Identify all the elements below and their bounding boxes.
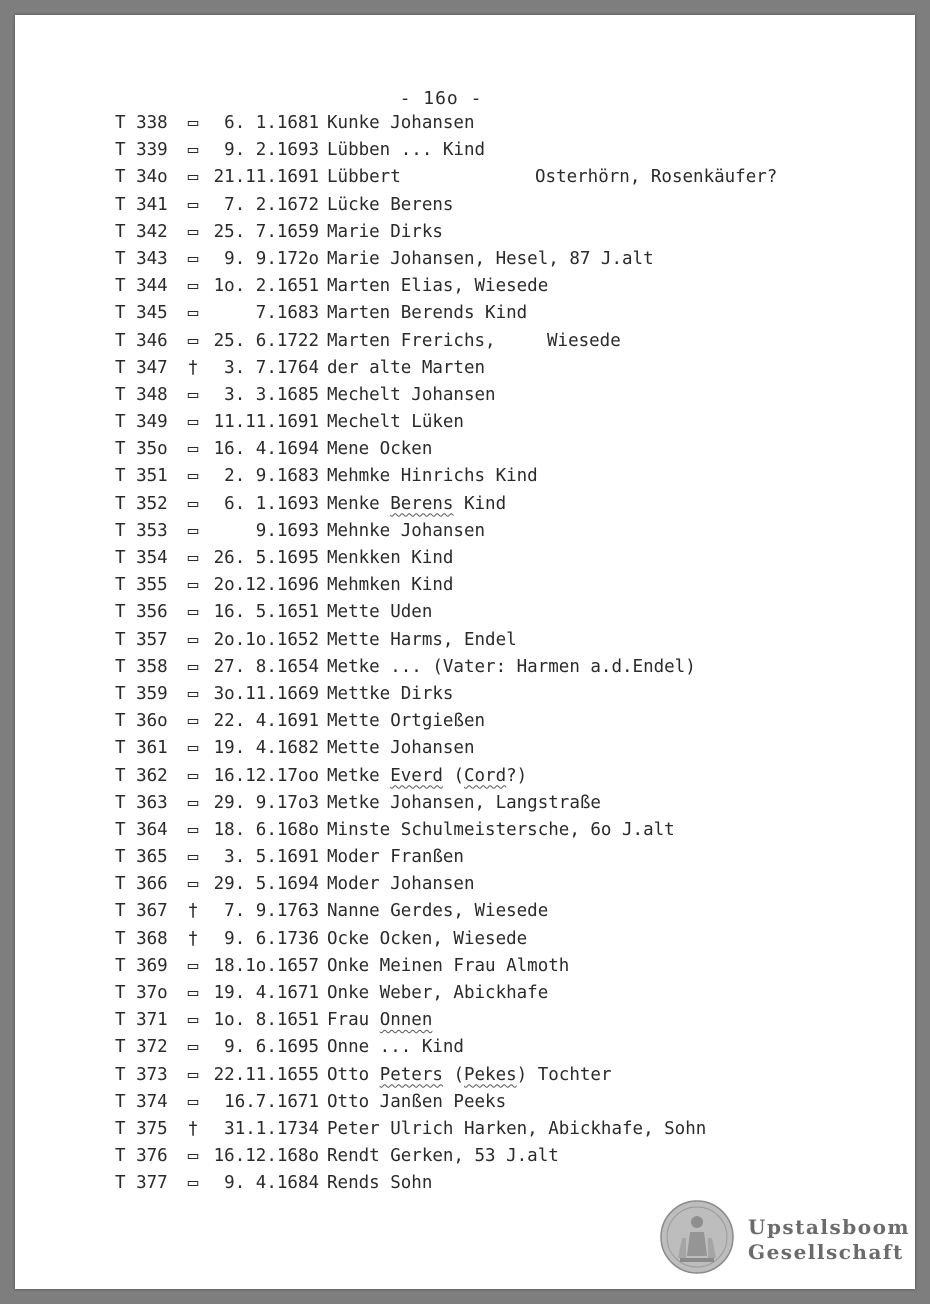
entry-id: T 359 <box>115 683 168 704</box>
entry-date: 11.11.1691 <box>213 412 319 433</box>
entry-date: 6. 1.1693 <box>224 493 319 514</box>
entry-name: Mehmke Hinrichs Kind <box>327 466 538 487</box>
entry-id: T 338 <box>115 113 168 133</box>
entry-date: 9.1693 <box>255 520 319 541</box>
entry-date: 26. 5.1695 <box>213 548 319 568</box>
entry-symbol: ▭ <box>187 248 199 269</box>
entry-symbol: ▭ <box>187 412 199 433</box>
entry-date: 9. 9.172o <box>224 248 319 269</box>
entry-id: T 374 <box>115 1091 168 1112</box>
entry-date: 9. 6.1736 <box>224 928 319 949</box>
entry-id: T 356 <box>115 602 168 623</box>
entry-symbol: ▭ <box>187 303 199 324</box>
entry-name: Lübben ... Kind <box>327 140 486 161</box>
entry-id: T 354 <box>115 548 168 568</box>
entry-name: Rends Sohn <box>327 1173 433 1194</box>
entry-symbol: ▭ <box>187 140 199 161</box>
underlined-name-part: Everd <box>390 765 443 786</box>
entry-id: T 347 <box>115 357 168 378</box>
entry-name: Marie Johansen, Hesel, 87 J.alt <box>327 248 654 269</box>
entry-symbol: ▭ <box>187 1037 199 1058</box>
entry-name: Mene Ocken <box>327 439 433 460</box>
entry-name: Nanne Gerdes, Wiesede <box>327 901 549 922</box>
entry-date: 22.11.1655 <box>213 1064 319 1085</box>
entry-id: T 373 <box>115 1064 168 1085</box>
entry-name: Marten Frerichs, <box>327 330 496 351</box>
entry-id: T 365 <box>115 847 168 868</box>
entry-date: 1o. 2.1651 <box>213 276 319 297</box>
entry-id: T 364 <box>115 819 168 840</box>
entry-id: T 34o <box>115 167 168 188</box>
name-part: ( <box>442 765 464 786</box>
entry-note: Wiesede <box>547 330 621 351</box>
entry-id: T 353 <box>115 520 168 541</box>
underlined-name-part: Peters <box>379 1064 443 1085</box>
entry-symbol: ▭ <box>187 602 199 623</box>
society-logo-text <box>748 1215 910 1265</box>
entry-symbol: † <box>187 928 199 949</box>
entry-date: 7.1683 <box>255 303 319 324</box>
entry-date: 25. 7.1659 <box>213 221 319 242</box>
entry-id: T 345 <box>115 303 168 324</box>
entry-symbol: ▭ <box>187 276 199 297</box>
entry-id: T 341 <box>115 194 168 215</box>
seal-icon <box>660 1200 734 1274</box>
entry-id: T 37o <box>115 983 168 1003</box>
name-part: Otto <box>327 1064 380 1085</box>
entry-date: 18. 6.168o <box>213 819 319 840</box>
entry-id: T 343 <box>115 248 168 269</box>
entry-date: 6. 1.1681 <box>224 113 319 133</box>
entry-date: 9. 6.1695 <box>224 1037 319 1058</box>
entry-symbol: ▭ <box>187 548 199 568</box>
entry-date: 7. 2.1672 <box>224 194 319 215</box>
name-part: Metke <box>327 765 391 786</box>
entry-id: T 377 <box>115 1173 168 1194</box>
logo-line-2: Gesellschaft <box>748 1240 904 1264</box>
entry-date: 19. 4.1671 <box>213 983 319 1003</box>
entry-id: T 344 <box>115 276 168 297</box>
entry-name: Mechelt Johansen <box>327 384 496 405</box>
entry-symbol: † <box>187 1118 199 1139</box>
entry-name <box>327 1062 612 1089</box>
entry-id: T 342 <box>115 221 168 242</box>
entry-name: Ocke Ocken, Wiesede <box>327 928 528 949</box>
entry-name: Marie Dirks <box>327 221 443 242</box>
entry-name: Otto Janßen Peeks <box>327 1091 507 1112</box>
entry-id: T 339 <box>115 140 168 161</box>
entry-symbol: ▭ <box>187 711 199 732</box>
entry-symbol: † <box>187 901 199 922</box>
entry-symbol: ▭ <box>187 792 199 813</box>
entry-symbol: ▭ <box>187 330 199 351</box>
entry-date: 21.11.1691 <box>213 167 319 188</box>
entry-name: Marten Elias, Wiesede <box>327 276 549 297</box>
entry-symbol: ▭ <box>187 765 199 786</box>
entry-name: Minste Schulmeistersche, 6o J.alt <box>327 819 675 840</box>
entry-date: 9. 4.1684 <box>224 1173 319 1194</box>
entry-symbol: ▭ <box>187 221 199 242</box>
underlined-name-part: Onnen <box>379 1010 433 1031</box>
entry-symbol: ▭ <box>187 683 199 704</box>
name-part: ?) <box>506 765 528 786</box>
entry-date: 29. 9.17o3 <box>213 792 319 813</box>
underlined-name-part: Pekes <box>463 1064 517 1085</box>
entry-symbol: ▭ <box>187 384 199 405</box>
entry-name: Mette Uden <box>327 602 433 623</box>
entry-symbol: ▭ <box>187 439 199 460</box>
entry-symbol: ▭ <box>187 819 199 840</box>
entry-id: T 355 <box>115 575 168 596</box>
entry-name: Moder Franßen <box>327 847 464 868</box>
entry-symbol: ▭ <box>187 520 199 541</box>
logo-line-1: Upstalsboom <box>748 1215 911 1239</box>
entry-symbol: ▭ <box>187 113 199 133</box>
entry-id: T 363 <box>115 792 168 813</box>
entry-date: 2o.12.1696 <box>213 575 319 596</box>
entry-symbol: ▭ <box>187 575 199 596</box>
entry-name: Mehnke Johansen <box>327 520 486 541</box>
entry-symbol: ▭ <box>187 629 199 650</box>
entry-id: T 349 <box>115 412 168 433</box>
entry-id: T 351 <box>115 466 168 487</box>
page-number: - 16o - <box>399 88 483 109</box>
underlined-name-part: Cord <box>463 765 507 786</box>
entry-date: 2o.1o.1652 <box>213 629 319 650</box>
name-part: Kind <box>453 493 507 514</box>
entry-date: 3o.11.1669 <box>213 683 319 704</box>
name-part: ( <box>442 1064 464 1085</box>
entry-id: T 372 <box>115 1037 168 1058</box>
entry-symbol: ▭ <box>187 738 199 759</box>
entry-symbol: ▭ <box>187 466 199 487</box>
entry-date: 19. 4.1682 <box>213 738 319 759</box>
entry-date: 16. 5.1651 <box>213 602 319 623</box>
entry-name: der alte Marten <box>327 357 486 378</box>
entry-symbol: ▭ <box>187 194 199 215</box>
entry-name: Mechelt Lüken <box>327 412 464 433</box>
entry-id: T 368 <box>115 928 168 949</box>
entry-date: 18.1o.1657 <box>213 955 319 976</box>
entry-name: Rendt Gerken, 53 J.alt <box>327 1146 559 1167</box>
entry-name: Marten Berends Kind <box>327 303 528 324</box>
entry-symbol: ▭ <box>187 1173 199 1194</box>
entry-name: Onke Weber, Abickhafe <box>327 983 549 1003</box>
entry-symbol: ▭ <box>187 1010 199 1031</box>
entry-date: 16.7.1671 <box>224 1091 319 1112</box>
entry-date: 7. 9.1763 <box>224 901 319 922</box>
entry-id: T 357 <box>115 629 168 650</box>
entry-date: 3. 5.1691 <box>224 847 319 868</box>
entry-id: T 375 <box>115 1118 168 1139</box>
entry-id: T 352 <box>115 493 168 514</box>
entry-date: 16. 4.1694 <box>213 439 319 460</box>
entry-symbol: ▭ <box>187 167 199 188</box>
entry-name: Mettke Dirks <box>327 683 454 704</box>
entry-name: Mette Johansen <box>327 738 475 759</box>
entry-symbol: ▭ <box>187 955 199 976</box>
entry-date: 27. 8.1654 <box>213 656 319 677</box>
entry-symbol: ▭ <box>187 1091 199 1112</box>
entry-id: T 346 <box>115 330 168 351</box>
entry-name: Moder Johansen <box>327 874 475 895</box>
entry-name: Onne ... Kind <box>327 1037 464 1058</box>
entry-name: Onke Meinen Frau Almoth <box>327 955 570 976</box>
entry-id: T 366 <box>115 874 168 895</box>
underlined-name-part: Berens <box>390 493 454 514</box>
entry-id: T 348 <box>115 384 168 405</box>
entry-name <box>327 1007 432 1034</box>
entry-date: 25. 6.1722 <box>213 330 319 351</box>
entry-name: Mehmken Kind <box>327 575 454 596</box>
name-part: Frau <box>327 1010 380 1031</box>
entry-name: Lübbert <box>327 167 401 188</box>
entry-id: T 36o <box>115 711 168 732</box>
entry-date: 3. 7.1764 <box>224 357 319 378</box>
entry-id: T 371 <box>115 1010 168 1031</box>
name-part: ) Tochter <box>516 1064 612 1085</box>
entry-name: Metke ... (Vater: Harmen a.d.Endel) <box>327 656 696 677</box>
entry-name: Mette Harms, Endel <box>327 629 517 650</box>
entry-date: 22. 4.1691 <box>213 711 319 732</box>
entry-name: Kunke Johansen <box>327 113 475 133</box>
entry-id: T 35o <box>115 439 168 460</box>
entry-symbol: ▭ <box>187 1064 199 1085</box>
entry-date: 16.12.168o <box>213 1146 319 1167</box>
entry-name <box>327 763 527 790</box>
entry-id: T 376 <box>115 1146 168 1167</box>
entry-symbol: ▭ <box>187 493 199 514</box>
entry-date: 16.12.17oo <box>213 765 319 786</box>
name-part: Menke <box>327 493 391 514</box>
entry-id: T 358 <box>115 656 168 677</box>
entry-name: Lücke Berens <box>327 194 454 215</box>
entry-date: 31.1.1734 <box>224 1118 319 1139</box>
entry-symbol: ▭ <box>187 847 199 868</box>
entry-note: Osterhörn, Rosenkäufer? <box>535 167 778 188</box>
entry-name: Metke Johansen, Langstraße <box>327 792 601 813</box>
entry-symbol: ▭ <box>187 1146 199 1167</box>
entry-date: 29. 5.1694 <box>213 874 319 895</box>
entry-date: 9. 2.1693 <box>224 140 319 161</box>
entry-id: T 369 <box>115 955 168 976</box>
document-page <box>15 15 915 1289</box>
entry-date: 1o. 8.1651 <box>213 1010 319 1031</box>
entry-name: Menkken Kind <box>327 548 454 568</box>
entry-date: 2. 9.1683 <box>224 466 319 487</box>
entry-symbol: ▭ <box>187 983 199 1003</box>
entry-name <box>327 491 506 518</box>
entry-symbol: † <box>187 357 199 378</box>
entry-name: Peter Ulrich Harken, Abickhafe, Sohn <box>327 1118 707 1139</box>
entry-date: 3. 3.1685 <box>224 384 319 405</box>
entry-name: Mette Ortgießen <box>327 711 486 732</box>
entry-symbol: ▭ <box>187 656 199 677</box>
entry-id: T 367 <box>115 901 168 922</box>
entry-id: T 362 <box>115 765 168 786</box>
entry-symbol: ▭ <box>187 874 199 895</box>
entry-id: T 361 <box>115 738 168 759</box>
